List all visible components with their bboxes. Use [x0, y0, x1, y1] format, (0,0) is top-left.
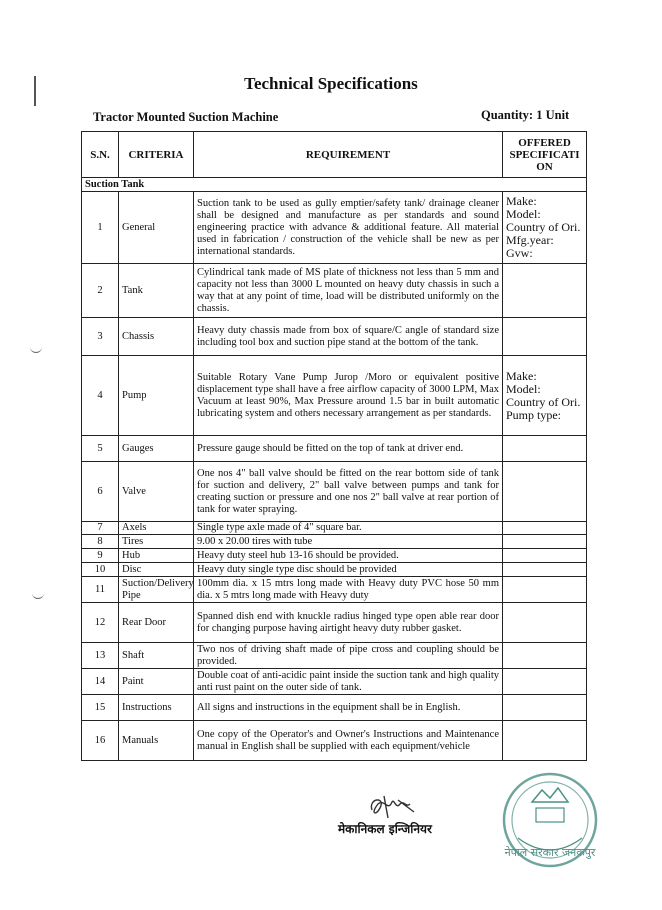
row-sn: 11	[82, 577, 119, 603]
row-criteria: Suction/Delivery Pipe	[119, 577, 194, 603]
row-offered-specification[interactable]	[503, 522, 587, 535]
row-criteria: Rear Door	[119, 603, 194, 643]
row-requirement: Pressure gauge should be fitted on the top of tank at driver end.	[194, 436, 503, 462]
row-offered-specification[interactable]	[503, 318, 587, 356]
row-criteria: Gauges	[119, 436, 194, 462]
row-requirement: Single type axle made of 4" square bar.	[194, 522, 503, 535]
official-seal	[498, 768, 602, 872]
row-offered-specification[interactable]	[503, 577, 587, 603]
row-sn: 14	[82, 669, 119, 695]
offered-field-label: Model:	[506, 207, 541, 221]
row-offered-specification[interactable]	[503, 563, 587, 577]
row-offered-specification[interactable]	[503, 669, 587, 695]
row-sn: 7	[82, 522, 119, 535]
row-requirement: Double coat of anti-acidic paint inside the suction tank and high quality anti rust paint on the outer side of tank.	[194, 669, 503, 695]
seal-text: नेपाल सरकार जनकपुर	[504, 846, 596, 859]
row-sn: 10	[82, 563, 119, 577]
row-requirement: Heavy duty single type disc should be provided	[194, 563, 503, 577]
row-sn: 6	[82, 462, 119, 522]
margin-mark	[30, 344, 42, 353]
table-row	[82, 318, 587, 356]
row-sn: 1	[82, 192, 119, 264]
table-row	[82, 563, 587, 577]
row-offered-specification[interactable]	[503, 643, 587, 669]
offered-field-label: Make:	[506, 368, 537, 383]
row-criteria: General	[119, 192, 194, 264]
table-row	[82, 603, 587, 643]
offered-field-label: Model:	[506, 381, 541, 396]
table-row	[82, 643, 587, 669]
row-criteria: Valve	[119, 462, 194, 522]
row-offered-specification[interactable]	[503, 535, 587, 549]
row-requirement: One nos 4" ball valve should be fitted on the rear bottom side of tank for suction and delivery, 2" ball valve between pumps and tank for creating suction or pressure and one nos 2" ball valve at rear portion of tank for water spraying.	[194, 462, 503, 522]
row-offered-specification[interactable]	[503, 695, 587, 721]
table-row	[82, 695, 587, 721]
quantity-label: Quantity: 1 Unit	[481, 108, 570, 122]
row-criteria: Chassis	[119, 318, 194, 356]
row-criteria: Disc	[119, 563, 194, 577]
row-offered-specification[interactable]	[503, 603, 587, 643]
table-row	[82, 535, 587, 549]
row-criteria: Axels	[119, 522, 194, 535]
header-requirement: REQUIREMENT	[194, 132, 503, 178]
table-row	[82, 192, 587, 264]
table-row	[82, 356, 587, 436]
row-criteria: Shaft	[119, 643, 194, 669]
page-title: Technical Specifications	[244, 74, 418, 93]
margin-mark	[32, 590, 44, 599]
row-sn: 4	[82, 356, 119, 436]
row-criteria: Manuals	[119, 721, 194, 761]
row-criteria: Instructions	[119, 695, 194, 721]
table-row	[82, 721, 587, 761]
row-requirement: Suitable Rotary Vane Pump Jurop /Moro or equivalent positive displacement type shall have a free airflow capacity of 3000 LPM, Max Vacuum at least 90%, Max Pressure around 1.5 bar in built automatic lubricating system and others necessary arrangement as per standards.	[194, 356, 503, 436]
row-sn: 5	[82, 436, 119, 462]
table-row	[82, 669, 587, 695]
offered-field-label: Mfg.year:	[506, 233, 554, 247]
table-row	[82, 549, 587, 563]
offered-field-label: Gvw:	[506, 246, 533, 260]
specification-table	[81, 131, 587, 761]
table-row	[82, 436, 587, 462]
row-offered-specification[interactable]	[503, 549, 587, 563]
row-offered-specification[interactable]	[503, 462, 587, 522]
row-offered-specification[interactable]	[503, 192, 587, 264]
row-offered-specification[interactable]	[503, 436, 587, 462]
row-offered-specification[interactable]	[503, 356, 587, 436]
row-sn: 3	[82, 318, 119, 356]
row-requirement: 9.00 x 20.00 tires with tube	[194, 535, 503, 549]
header-offered: OFFERED SPECIFICATI ON	[503, 132, 587, 178]
table-row	[82, 264, 587, 318]
row-offered-specification[interactable]	[503, 264, 587, 318]
row-offered-specification[interactable]	[503, 721, 587, 761]
row-requirement: Two nos of driving shaft made of pipe cross and coupling should be provided.	[194, 643, 503, 669]
row-sn: 15	[82, 695, 119, 721]
row-requirement: Heavy duty steel hub 13-16 should be provided.	[194, 549, 503, 563]
section-label: Suction Tank	[82, 178, 587, 192]
row-criteria: Tires	[119, 535, 194, 549]
row-requirement: Cylindrical tank made of MS plate of thickness not less than 5 mm and capacity not less than 3000 L mounted on heavy duty chassis in such a way that at any point of time, load will be distributed uniformly on the chassis.	[194, 264, 503, 318]
row-criteria: Hub	[119, 549, 194, 563]
table-row	[82, 522, 587, 535]
header-sn: S.N.	[82, 132, 119, 178]
offered-field-label: Pump type:	[506, 407, 562, 422]
table-row	[82, 462, 587, 522]
row-requirement: One copy of the Operator's and Owner's Instructions and Maintenance manual in English shall be supplied with each equipment/vehicle	[194, 721, 503, 761]
row-sn: 8	[82, 535, 119, 549]
row-sn: 12	[82, 603, 119, 643]
row-sn: 13	[82, 643, 119, 669]
row-requirement: Heavy duty chassis made from box of square/C angle of standard size including tool box and suction pipe stand at the bottom of the tank.	[194, 318, 503, 356]
row-sn: 2	[82, 264, 119, 318]
offered-field-label: Country of Ori.	[506, 220, 581, 234]
table-row	[82, 577, 587, 603]
row-requirement: Spanned dish end with knuckle radius hinged type open able rear door for changing purpose having airtight heavy duty rubber gasket.	[194, 603, 503, 643]
row-requirement: Suction tank to be used as gully emptier/safety tank/ drainage cleaner shall be designed and manufacture as per standards and sound engineering practice with advance & additional feature. All material used in fabrication / construction of the vehicle shall be new as per international standards.	[194, 192, 503, 264]
row-requirement: 100mm dia. x 15 mtrs long made with Heavy duty PVC hose 50 mm dia. x 5 mtrs long made with Heavy duty	[194, 577, 503, 603]
signature-caption: मेकानिकल इन्जिनियर	[338, 822, 432, 836]
item-title: Tractor Mounted Suction Machine	[93, 110, 279, 124]
header-criteria: CRITERIA	[119, 132, 194, 178]
row-sn: 9	[82, 549, 119, 563]
row-criteria: Pump	[119, 356, 194, 436]
offered-field-label: Make:	[506, 194, 537, 208]
row-criteria: Tank	[119, 264, 194, 318]
offered-field-label: Country of Ori.	[506, 394, 581, 409]
row-sn: 16	[82, 721, 119, 761]
row-criteria: Paint	[119, 669, 194, 695]
row-requirement: All signs and instructions in the equipment shall be in English.	[194, 695, 503, 721]
